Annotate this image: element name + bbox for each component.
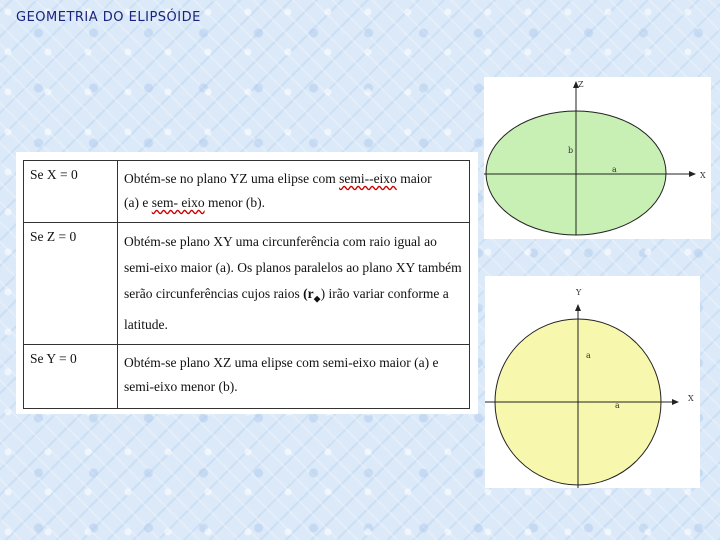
x-axis-label: X xyxy=(688,394,694,403)
circle-diagram xyxy=(485,276,700,488)
definition-table xyxy=(23,160,470,409)
major-axis-label: a xyxy=(612,165,617,174)
radius-label-vertical: a xyxy=(586,351,591,360)
condition-text: Se Y = 0 xyxy=(30,350,77,366)
definition-table-panel xyxy=(16,152,478,414)
desc-text: (a) e xyxy=(124,195,152,210)
spellcheck-word: semi--eixo xyxy=(339,171,397,186)
condition-cell xyxy=(24,223,118,345)
y-axis-label: Y xyxy=(576,288,582,297)
desc-text: Obtém-se plano XZ uma elipse com semi-eixo maior (a) e semi-eixo menor (b). xyxy=(124,354,439,394)
x-axis-arrow-icon xyxy=(689,171,696,177)
table-row xyxy=(24,223,470,345)
radius-symbol: (r xyxy=(303,286,314,301)
x-axis-arrow-icon xyxy=(672,399,679,405)
description-cell xyxy=(118,161,470,223)
desc-text: ) irão variar conforme a latitude. xyxy=(124,286,449,332)
radius-label-horizontal: a xyxy=(615,401,620,410)
condition-text: Se Z = 0 xyxy=(30,229,77,244)
ellipse-diagram xyxy=(484,77,711,239)
table-row xyxy=(24,161,470,223)
latitude-subscript-icon: ◆ xyxy=(313,293,321,304)
slide-title: GEOMETRIA DO ELIPSÓIDE xyxy=(16,10,201,25)
x-axis-label: X xyxy=(700,171,706,180)
desc-text: Obtém-se no plano YZ uma elipse com xyxy=(124,171,340,186)
desc-text: Obtém-se plano XY uma circunferência com raio igual ao semi-eixo maior (a). Os planos paralelos ao plano XY também serão circunferências cujos raios xyxy=(124,234,462,301)
description-cell xyxy=(118,344,470,408)
minor-axis-label: b xyxy=(568,146,574,155)
condition-cell xyxy=(24,161,118,223)
circle-figure xyxy=(485,276,700,488)
ellipse-figure xyxy=(484,77,711,239)
condition-text: Se X = 0 xyxy=(30,167,78,182)
desc-text: menor (b). xyxy=(204,195,265,210)
z-axis-label: Z xyxy=(578,80,584,89)
y-axis-arrow-icon xyxy=(575,304,581,311)
desc-text: maior xyxy=(396,171,432,186)
condition-cell xyxy=(24,344,118,408)
spellcheck-word: sem- eixo xyxy=(151,195,205,210)
table-row xyxy=(24,344,470,408)
description-cell xyxy=(118,223,470,345)
